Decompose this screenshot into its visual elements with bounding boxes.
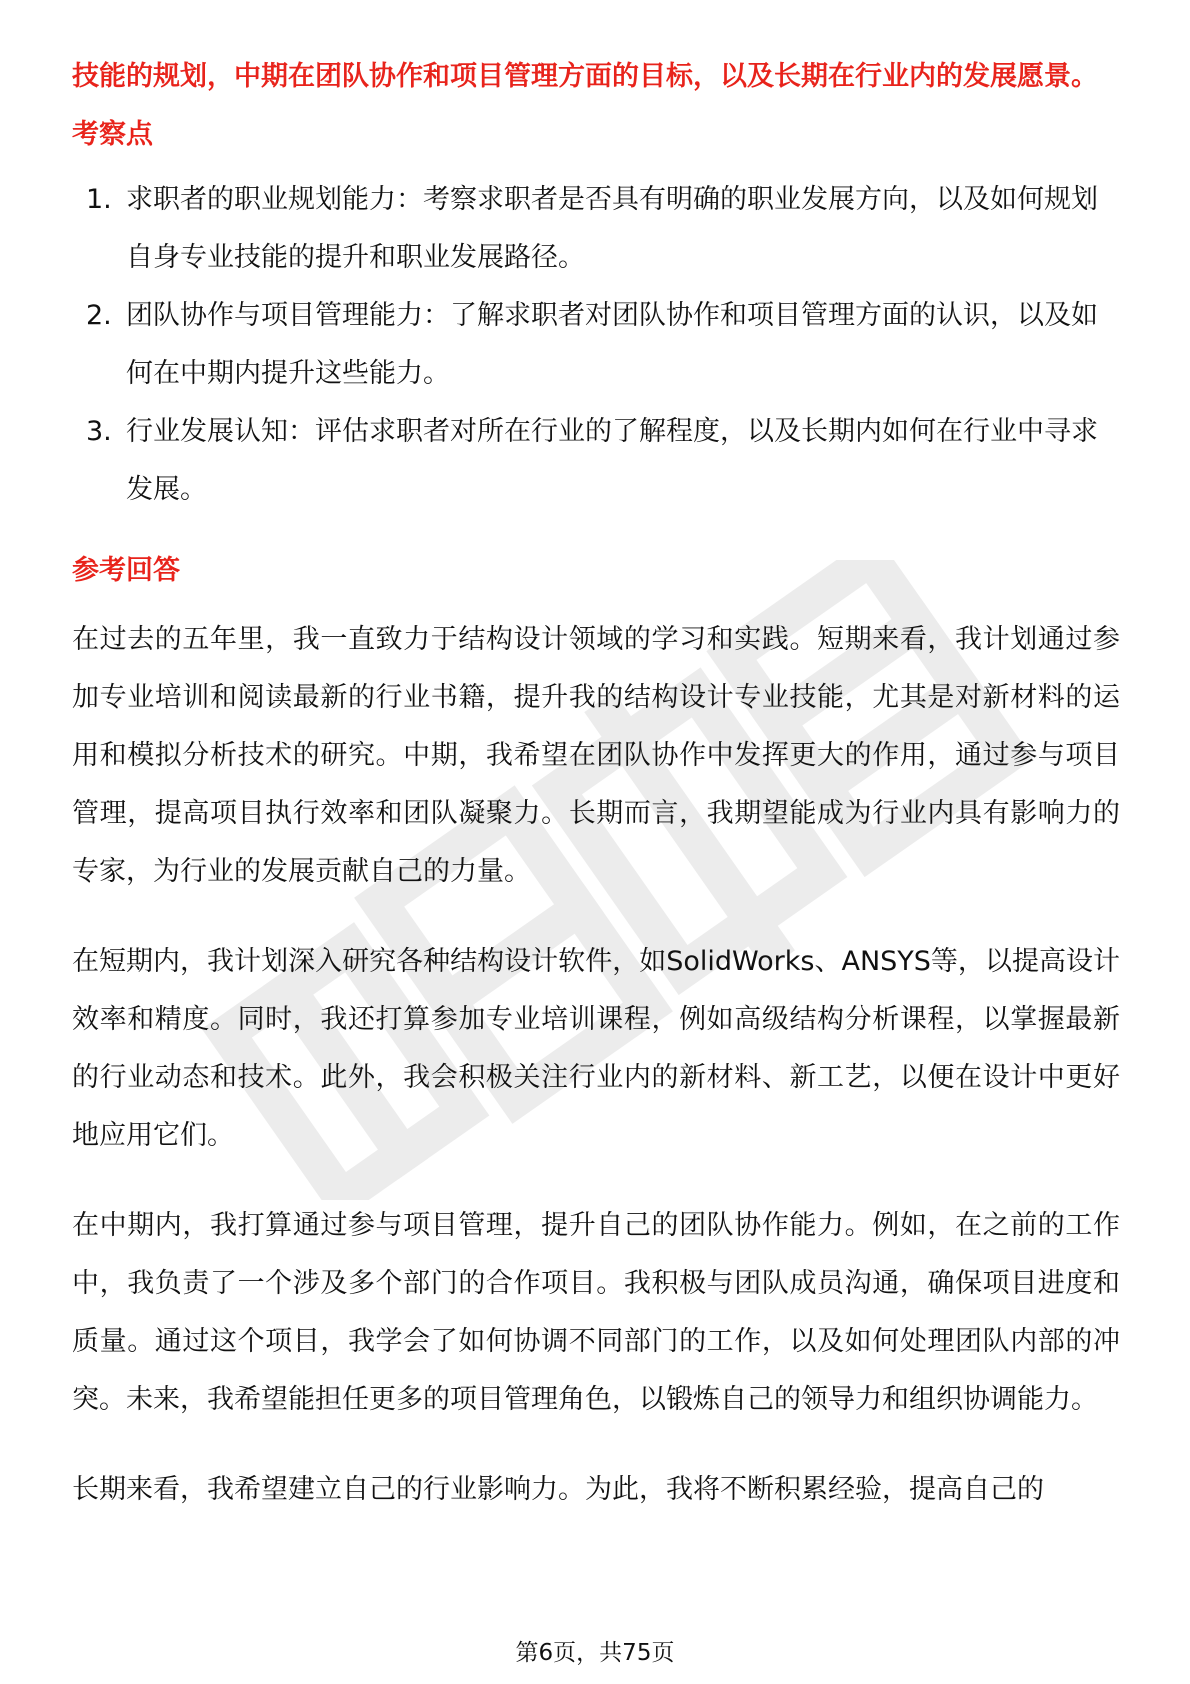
list-item <box>72 287 1120 403</box>
answer-paragraph: 长期来看，我希望建立自己的行业影响力。为此，我将不断积累经验，提高自己的 <box>72 1474 1044 1505</box>
document-body <box>72 58 1120 1519</box>
section-title-answer: 参考回答 <box>72 555 180 586</box>
list-item <box>72 403 1120 519</box>
page-footer <box>0 1638 1190 1668</box>
answer-paragraph: 在过去的五年里，我一直致力于结构设计领域的学习和实践。短期来看，我计划通过参加专业培训和阅读最新的行业书籍，提升我的结构设计专业技能，尤其是对新材料的运用和模拟分析技术的研究。中期，我希望在团队协作中发挥更大的作用，通过参与项目管理，提高项目执行效率和团队凝聚力。长期而言，我期望能成为行业内具有影响力的专家，为行业的发展贡献自己的力量。 <box>72 624 1120 887</box>
answer-paragraph: 在短期内，我计划深入研究各种结构设计软件，如SolidWorks、ANSYS等，以提高设计效率和精度。同时，我还打算参加专业培训课程，例如高级结构分析课程，以掌握最新的行业动态和技术。此外，我会积极关注行业内的新材料、新工艺，以便在设计中更好地应用它们。 <box>72 946 1120 1151</box>
points-list <box>72 171 1120 519</box>
list-item-text: 行业发展认知：评估求职者对所在行业的了解程度，以及长期内如何在行业中寻求发展。 <box>126 416 1098 505</box>
page-number-label: 第6页，共75页 <box>515 1640 675 1666</box>
lead-text: 技能的规划，中期在团队协作和项目管理方面的目标，以及长期在行业内的发展愿景。 <box>72 61 1098 92</box>
section-title-points: 考察点 <box>72 119 153 150</box>
list-item-number: 2. <box>86 300 112 331</box>
list-item-text: 团队协作与项目管理能力：了解求职者对团队协作和项目管理方面的认识，以及如何在中期内提升这些能力。 <box>126 300 1098 389</box>
list-item-number: 3. <box>86 416 112 447</box>
list-item-number: 1. <box>86 184 112 215</box>
answer-paragraph: 在中期内，我打算通过参与项目管理，提升自己的团队协作能力。例如，在之前的工作中，我负责了一个涉及多个部门的合作项目。我积极与团队成员沟通，确保项目进度和质量。通过这个项目，我学会了如何协调不同部门的工作，以及如何处理团队内部的冲突。未来，我希望能担任更多的项目管理角色，以锻炼自己的领导力和组织协调能力。 <box>72 1210 1120 1415</box>
list-item-text: 求职者的职业规划能力：考察求职者是否具有明确的职业发展方向，以及如何规划自身专业技能的提升和职业发展路径。 <box>126 184 1098 273</box>
list-item <box>72 171 1120 287</box>
